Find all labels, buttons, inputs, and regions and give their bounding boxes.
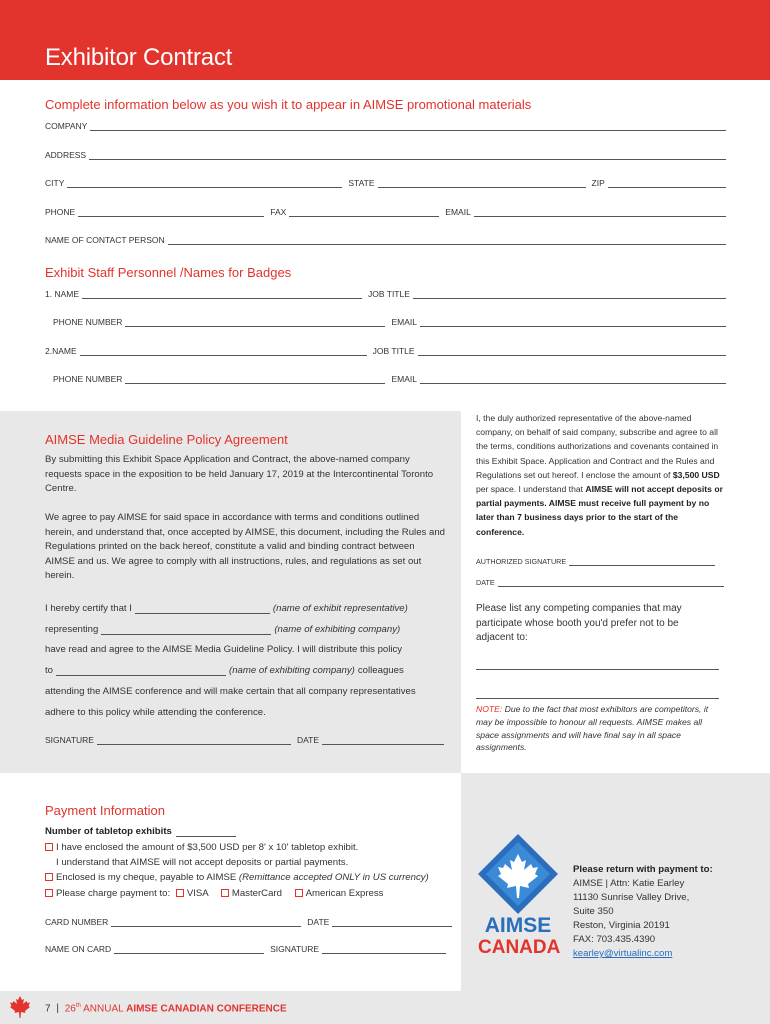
header-bar xyxy=(0,0,770,80)
card-number-row xyxy=(45,917,452,927)
return-email-link[interactable]: kearley@virtualinc.com xyxy=(573,948,673,959)
city-row xyxy=(45,178,726,188)
competing-text: Please list any competing companies that may participate whose booth you'd prefer not to be adjacent to: xyxy=(476,603,682,643)
staff2-phone-row xyxy=(53,374,726,384)
authorization-bold-text: AIMSE will not accept deposits or partial payments. AIMSE must receive full payment by no later than 7 business days prior to the start of the conference. xyxy=(476,484,723,537)
fax-label: FAX xyxy=(270,207,287,217)
staff2-email-label: EMAIL xyxy=(391,374,417,384)
policy-date-label: DATE xyxy=(296,735,320,745)
zip-label: ZIP xyxy=(591,178,605,188)
attending-text: attending the AIMSE conference and will make certain that all company representatives xyxy=(45,686,416,697)
logo-canada-text: CANADA xyxy=(478,937,561,958)
staff-heading: Exhibit Staff Personnel /Names for Badges xyxy=(45,265,292,280)
company-field[interactable] xyxy=(90,122,726,131)
authorization-date-label: DATE xyxy=(476,578,495,587)
competing-note xyxy=(476,703,721,754)
cheque-note: (Remittance accepted ONLY in US currency) xyxy=(238,872,429,883)
return-line-3: Suite 350 xyxy=(573,906,614,917)
state-label: STATE xyxy=(348,178,375,188)
staff1-name-field[interactable] xyxy=(82,290,362,299)
staff2-phone-field[interactable] xyxy=(125,375,385,384)
certify-row xyxy=(45,603,408,614)
authorization-amount: $3,500 USD xyxy=(672,469,720,480)
policy-para-1: By submitting this Exhibit Space Application and Contract, the above-named company requests space in the exposition to be held January 17, 2019 at the Intercontinental Toronto Centre. xyxy=(45,454,434,495)
staff2-job-title-label: JOB TITLE xyxy=(372,346,415,356)
footer-text xyxy=(45,1003,287,1014)
aimse-diamond-icon xyxy=(478,834,558,914)
authorized-signature-field[interactable] xyxy=(569,556,715,566)
card-number-field[interactable] xyxy=(111,917,301,927)
city-field[interactable] xyxy=(67,179,342,188)
authorization-date-field[interactable] xyxy=(498,577,724,587)
name-on-card-field[interactable] xyxy=(114,944,264,954)
company-row xyxy=(45,121,726,131)
footer-separator: | xyxy=(56,1003,59,1015)
competing-note-label: NOTE: xyxy=(476,704,503,714)
to-company-field[interactable] xyxy=(56,666,226,676)
state-field[interactable] xyxy=(378,179,586,188)
adhere-text: adhere to this policy while attending the conference. xyxy=(45,707,266,718)
staff2-phone-label: PHONE NUMBER xyxy=(53,374,123,384)
staff1-job-title-label: JOB TITLE xyxy=(368,289,410,299)
staff1-job-title-field[interactable] xyxy=(413,290,726,299)
payment-heading: Payment Information xyxy=(45,803,165,818)
to-row xyxy=(45,665,404,676)
amex-label: American Express xyxy=(305,888,384,899)
to-note: (name of exhibiting company) xyxy=(229,665,355,676)
name-on-card-row xyxy=(45,944,446,954)
read-agree-text: have read and agree to the AIMSE Media Guideline Policy. I will distribute this policy xyxy=(45,644,403,655)
cheque-checkbox[interactable] xyxy=(45,873,53,881)
email-label: EMAIL xyxy=(445,207,471,217)
phone-label: PHONE xyxy=(45,207,76,217)
staff2-name-label: 2.NAME xyxy=(45,346,77,356)
staff1-phone-label: PHONE NUMBER xyxy=(53,317,123,327)
policy-signature-row xyxy=(45,735,444,745)
charge-row xyxy=(45,888,383,899)
authorization-date-row xyxy=(476,577,724,587)
staff1-phone-row xyxy=(53,317,726,327)
contact-person-label: NAME OF CONTACT PERSON xyxy=(45,235,165,245)
address-label: ADDRESS xyxy=(45,150,87,160)
enclosed-amount-checkbox[interactable] xyxy=(45,843,53,851)
authorization-text-b: per space. I understand that xyxy=(476,484,584,495)
card-number-label: CARD NUMBER xyxy=(45,917,109,927)
footer-annual: ANNUAL xyxy=(83,1003,124,1015)
page-number: 7 xyxy=(45,1003,51,1015)
policy-heading: AIMSE Media Guideline Policy Agreement xyxy=(45,432,288,447)
amex-checkbox[interactable] xyxy=(295,889,303,897)
representing-row xyxy=(45,624,400,635)
card-date-label: DATE xyxy=(307,917,330,927)
staff1-email-label: EMAIL xyxy=(391,317,417,327)
page-title: Exhibitor Contract xyxy=(45,44,233,71)
tabletop-label: Number of tabletop exhibits xyxy=(45,826,172,837)
contact-person-row xyxy=(45,235,726,245)
return-heading: Please return with payment to: xyxy=(573,864,713,875)
enclosed-amount-text: I have enclosed the amount of $3,500 USD per 8' x 10' tabletop exhibit. xyxy=(56,842,359,853)
maple-leaf-icon xyxy=(8,995,32,1019)
zip-field[interactable] xyxy=(608,179,726,188)
authorization-text xyxy=(476,411,724,539)
certify-label: I hereby certify that I xyxy=(45,603,132,614)
representing-note: (name of exhibiting company) xyxy=(274,624,401,635)
email-field[interactable] xyxy=(474,208,726,217)
return-line-1: AIMSE | Attn: Katie Earley xyxy=(573,878,685,889)
footer-bar xyxy=(0,991,770,1024)
cheque-row xyxy=(45,872,429,883)
company-label: COMPANY xyxy=(45,121,88,131)
tabletop-count-field[interactable] xyxy=(176,827,236,837)
card-signature-field[interactable] xyxy=(322,944,446,954)
authorized-signature-label: AUTHORIZED SIGNATURE xyxy=(476,557,567,566)
competing-note-text: Due to the fact that most exhibitors are competitors, it may be impossible to honour all requests. AIMSE makes all space assignments and will have final say in all space assignments. xyxy=(476,704,709,753)
fax-field[interactable] xyxy=(289,208,439,217)
return-line-4: Reston, Virginia 20191 xyxy=(573,920,670,931)
city-label: CITY xyxy=(45,178,65,188)
staff2-job-title-field[interactable] xyxy=(418,347,726,356)
phone-field[interactable] xyxy=(78,208,264,217)
card-date-field[interactable] xyxy=(332,917,452,927)
phone-row xyxy=(45,207,726,217)
mastercard-label: MasterCard xyxy=(231,888,282,899)
representing-field[interactable] xyxy=(101,625,271,635)
aimse-logo xyxy=(478,834,558,914)
representative-note: (name of exhibit representative) xyxy=(272,603,408,614)
visa-label: VISA xyxy=(186,888,209,899)
representing-label: representing xyxy=(45,624,99,635)
mastercard-checkbox[interactable] xyxy=(221,889,229,897)
return-line-5: FAX: 703.435.4390 xyxy=(573,934,656,945)
staff1-phone-field[interactable] xyxy=(125,318,385,327)
to-label: to xyxy=(45,665,54,676)
no-deposits-text: I understand that AIMSE will not accept deposits or partial payments. xyxy=(56,857,349,868)
charge-checkbox[interactable] xyxy=(45,889,53,897)
footer-sup: th xyxy=(75,1003,81,1009)
authorization-text-a: I, the duly authorized representative of the above-named company, on behalf of said company, subscribe and agree to all the terms, conditions authorizations and covenants contained in this Exhibit Space. Application and Contract and the Rules and Regulations set out hereof. I enclose the amount of xyxy=(476,413,719,480)
staff1-name-row xyxy=(45,289,726,299)
policy-signature-field[interactable] xyxy=(97,735,291,745)
competing-line-2[interactable] xyxy=(476,698,719,699)
visa-checkbox[interactable] xyxy=(176,889,184,897)
return-info xyxy=(573,863,713,961)
policy-para-2: We agree to pay AIMSE for said space in accordance with terms and conditions outlined herein, and understand that, once accepted by AIMSE, this document, including the Rules and Regulations printed on the back hereof, constitute a valid and binding contract between AIMSE and us. We agree to comply with all instructions, rules, and regulations as set out herein. xyxy=(45,512,445,582)
cheque-text: Enclosed is my cheque, payable to AIMSE xyxy=(56,872,237,883)
name-on-card-label: NAME ON CARD xyxy=(45,944,112,954)
enclosed-amount-row xyxy=(45,842,358,853)
card-signature-label: SIGNATURE xyxy=(270,944,320,954)
contact-heading: Complete information below as you wish it to appear in AIMSE promotional materials xyxy=(45,97,532,112)
authorized-signature-row xyxy=(476,556,715,566)
staff1-email-field[interactable] xyxy=(420,318,726,327)
staff2-name-row xyxy=(45,346,726,356)
tabletop-row xyxy=(45,826,236,837)
address-row xyxy=(45,150,726,160)
policy-date-field[interactable] xyxy=(322,735,444,745)
footer-conference: AIMSE CANADIAN CONFERENCE xyxy=(126,1003,287,1015)
staff1-name-label: 1. NAME xyxy=(45,289,80,299)
logo-aimse-text: AIMSE xyxy=(484,914,552,937)
competing-line-1[interactable] xyxy=(476,669,719,670)
staff2-email-field[interactable] xyxy=(420,375,726,384)
colleagues-text: colleagues xyxy=(357,665,404,676)
footer-num: 26 xyxy=(64,1003,76,1015)
staff2-name-field[interactable] xyxy=(80,347,367,356)
policy-signature-label: SIGNATURE xyxy=(45,735,94,745)
contact-person-field[interactable] xyxy=(168,236,726,245)
representative-field[interactable] xyxy=(135,604,270,614)
charge-label: Please charge payment to: xyxy=(56,888,171,899)
return-line-2: 11130 Sunrise Valley Drive, xyxy=(573,892,690,903)
address-field[interactable] xyxy=(89,151,726,160)
